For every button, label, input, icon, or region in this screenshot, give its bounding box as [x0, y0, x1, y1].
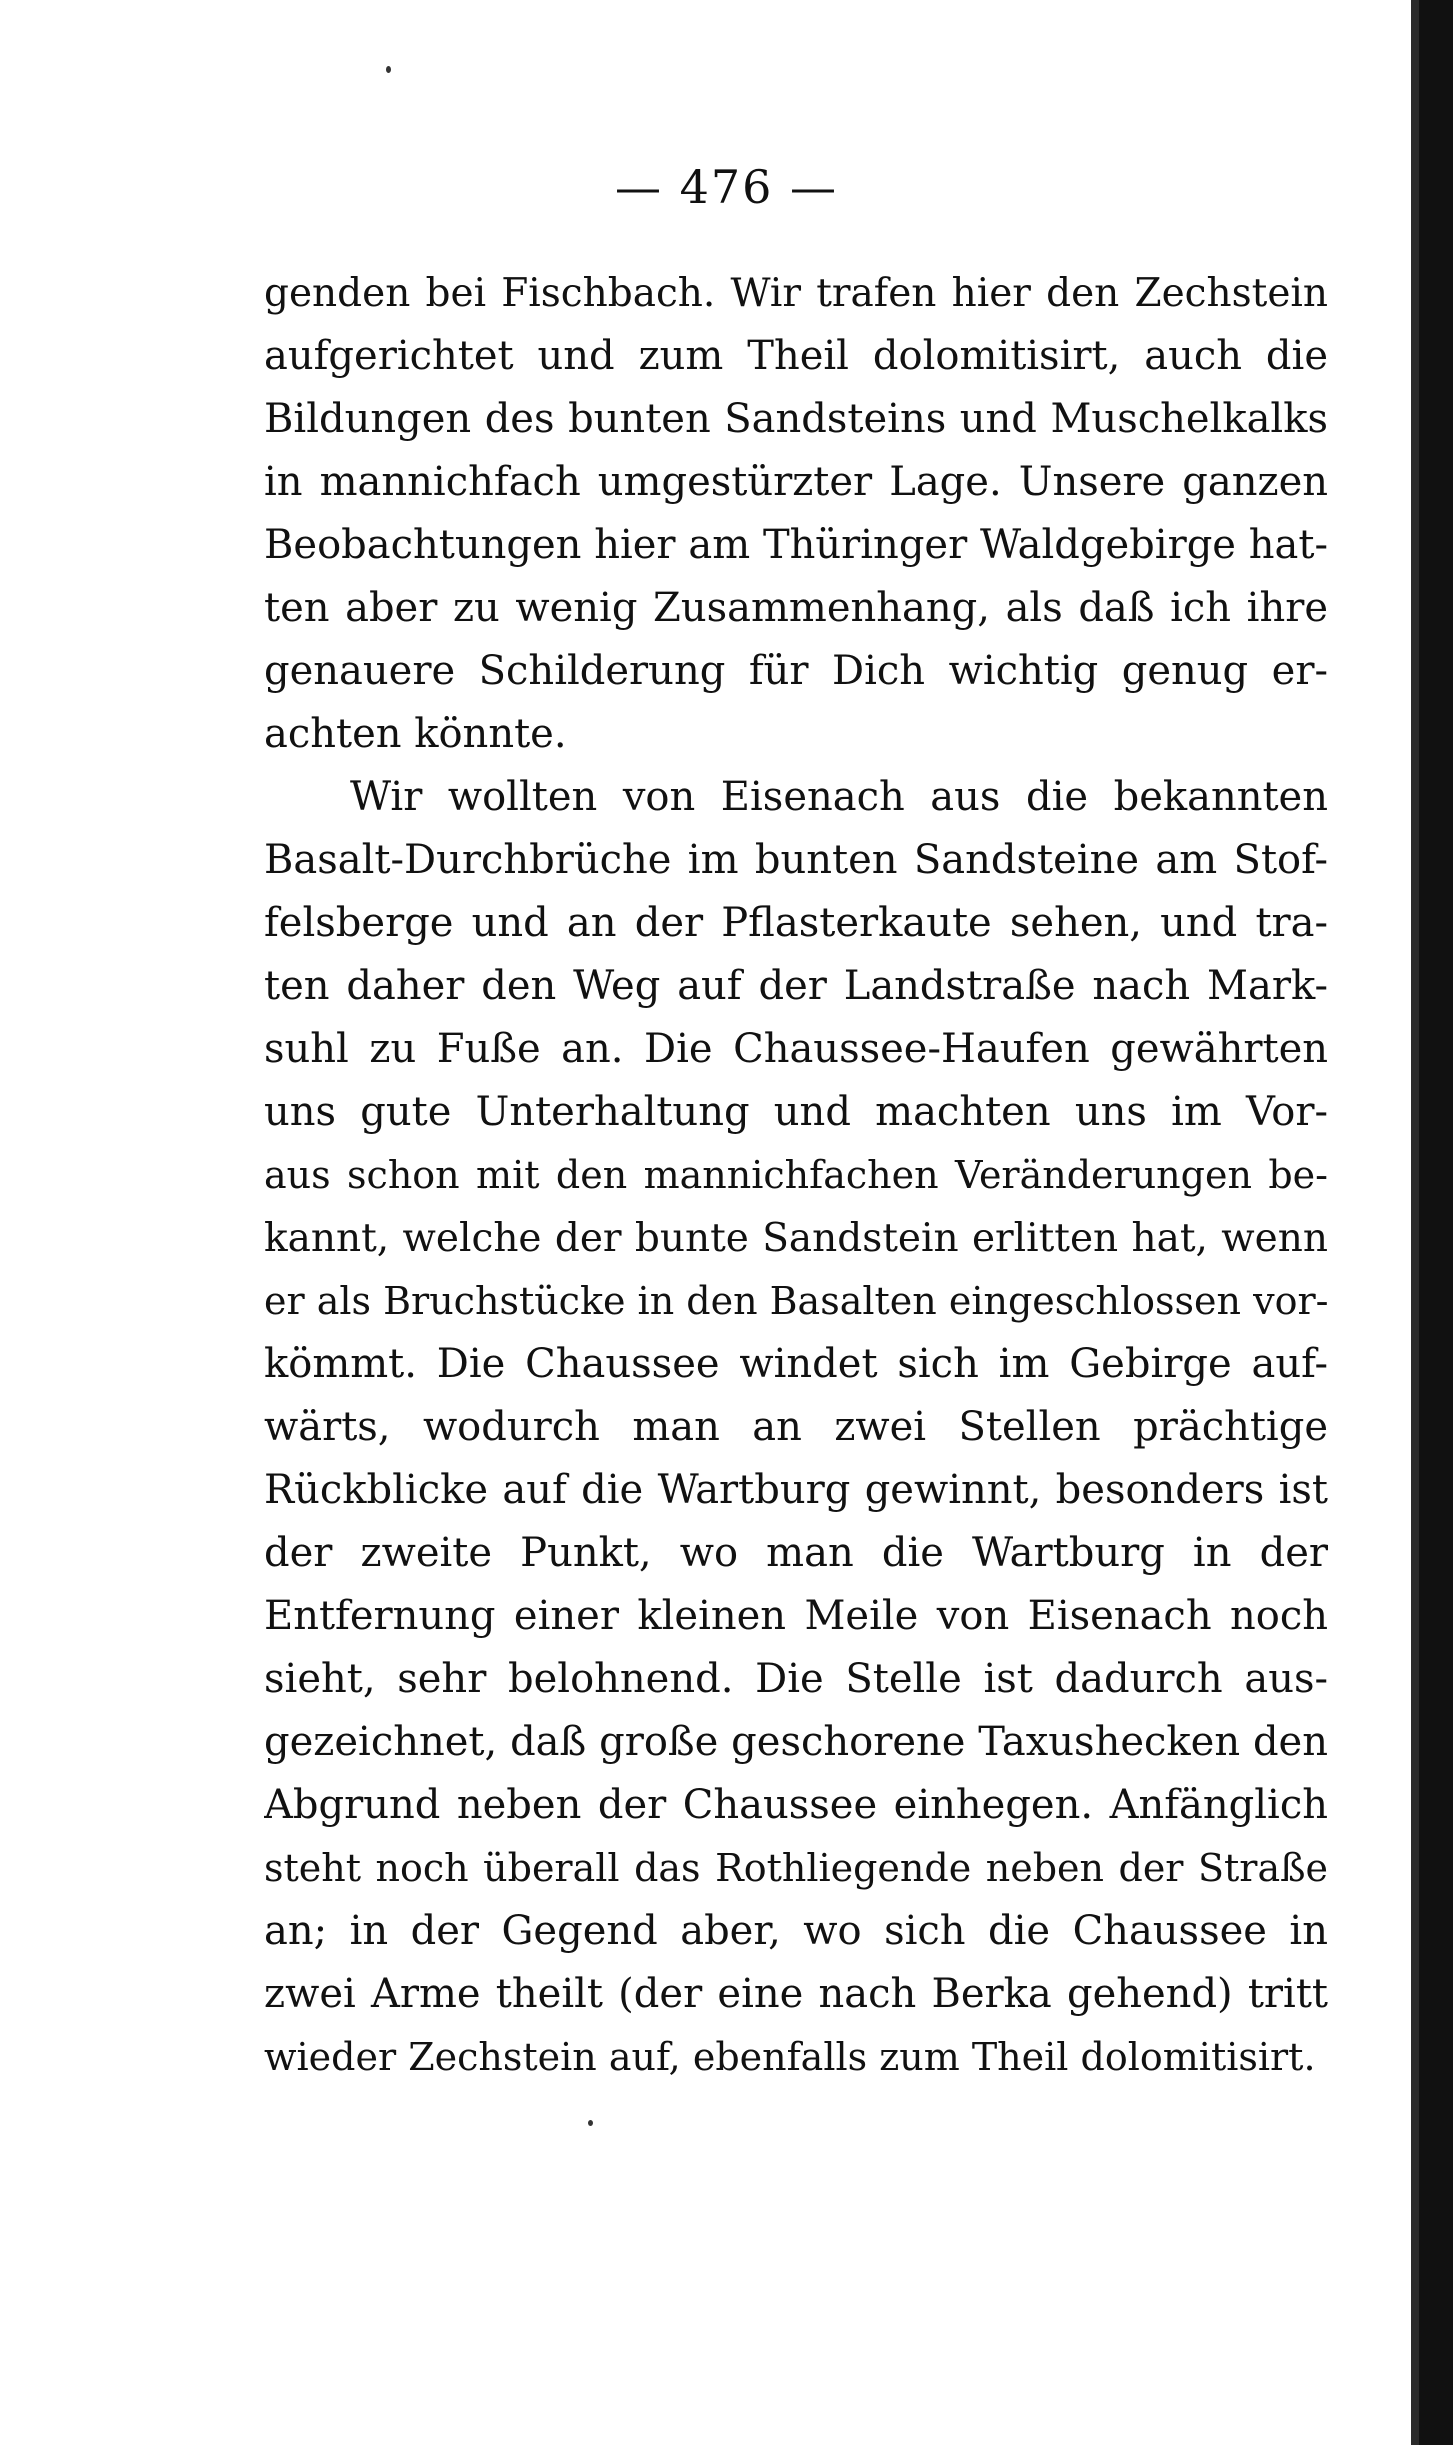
page-binding-shadow — [1411, 0, 1419, 2445]
text-line: Abgrund neben der Chaussee einhegen. Anfänglich — [264, 1782, 1328, 1828]
text-line: uns gute Unterhaltung und machten uns im Vor- — [264, 1089, 1328, 1135]
text-line: ten aber zu wenig Zusammenhang, als daß ich ihre — [264, 585, 1328, 631]
body-text — [264, 262, 1328, 2089]
text-line: suhl zu Fuße an. Die Chaussee-Haufen gewährten — [264, 1026, 1328, 1072]
text-line: in mannichfach umgestürzter Lage. Unsere ganzen — [264, 459, 1328, 505]
text-line: Bildungen des bunten Sandsteins und Muschelkalks — [264, 396, 1328, 442]
text-line: er als Bruchstücke in den Basalten eingeschlossen vor- — [264, 1279, 1328, 1323]
text-line: an; in der Gegend aber, wo sich die Chaussee in — [264, 1908, 1328, 1954]
text-line: Rückblicke auf die Wartburg gewinnt, besonders ist — [264, 1467, 1328, 1513]
text-line: Beobachtungen hier am Thüringer Waldgebirge hat- — [264, 522, 1328, 568]
text-line: zwei Arme theilt (der eine nach Berka gehend) tritt — [264, 1971, 1328, 2017]
paragraph-1 — [264, 262, 1328, 766]
text-line: aus schon mit den mannichfachen Veränderungen be- — [264, 1153, 1328, 1197]
text-line: felsberge und an der Pflasterkaute sehen, und tra- — [264, 900, 1328, 946]
text-line: kömmt. Die Chaussee windet sich im Gebirge auf- — [264, 1341, 1328, 1387]
text-line: wieder Zechstein auf, ebenfalls zum Theil dolomitisirt. — [264, 2035, 1316, 2079]
text-line: steht noch überall das Rothliegende neben der Straße — [264, 1846, 1328, 1890]
page-edge — [1419, 0, 1453, 2445]
text-line: Entfernung einer kleinen Meile von Eisenach noch — [264, 1593, 1328, 1639]
ink-speck — [386, 66, 391, 73]
text-line: genauere Schilderung für Dich wichtig genug er- — [264, 648, 1328, 694]
text-line: ten daher den Weg auf der Landstraße nach Mark- — [264, 963, 1328, 1009]
text-line: aufgerichtet und zum Theil dolomitisirt, auch die — [264, 333, 1328, 379]
text-line: Wir wollten von Eisenach aus die bekannten — [350, 774, 1328, 820]
text-line: kannt, welche der bunte Sandstein erlitten hat, wenn — [264, 1216, 1328, 1261]
text-line: der zweite Punkt, wo man die Wartburg in der — [264, 1530, 1328, 1576]
text-line: Basalt-Durchbrüche im bunten Sandsteine am Stof- — [264, 837, 1328, 883]
paragraph-2 — [264, 766, 1328, 2089]
text-line: gezeichnet, daß große geschorene Taxushecken den — [264, 1719, 1328, 1765]
text-line: sieht, sehr belohnend. Die Stelle ist dadurch aus- — [264, 1656, 1328, 1702]
text-line: achten könnte. — [264, 711, 567, 757]
text-line: wärts, wodurch man an zwei Stellen prächtige — [264, 1404, 1328, 1450]
text-line: genden bei Fischbach. Wir trafen hier den Zechstein — [264, 271, 1328, 316]
page-number: — 476 — — [614, 160, 839, 214]
ink-speck — [588, 2120, 593, 2126]
